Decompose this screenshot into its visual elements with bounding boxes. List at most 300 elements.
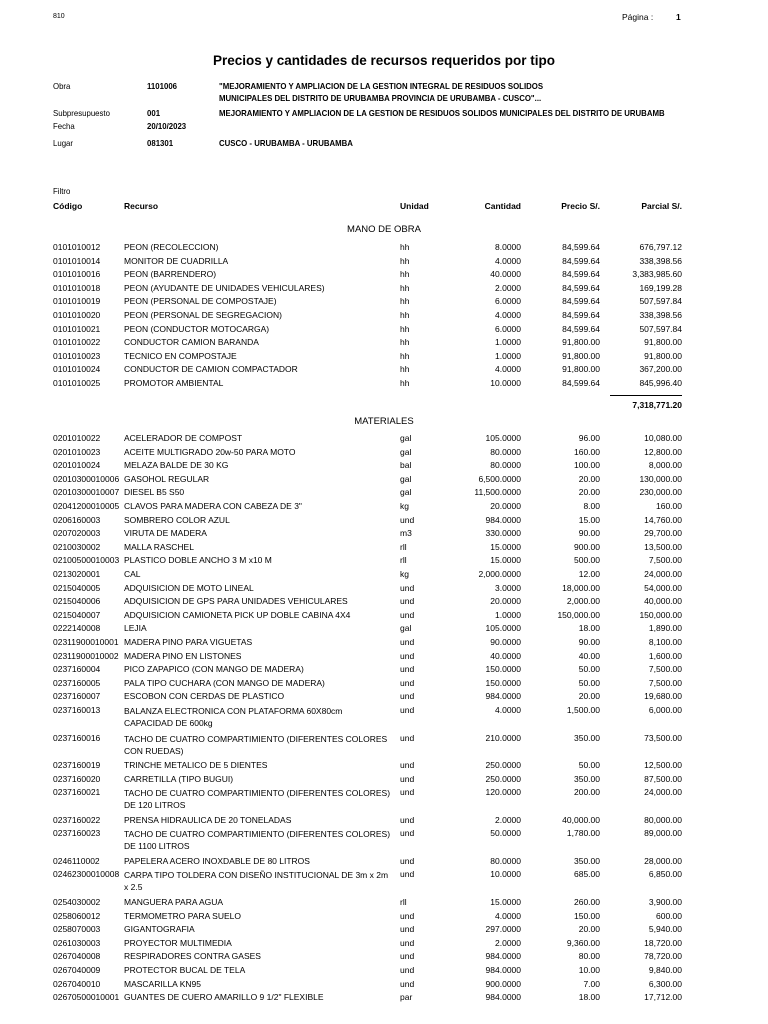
cell-quantity: 210.0000 xyxy=(485,732,521,743)
cell-unit: gal xyxy=(400,433,412,443)
cell-resource: PEON (AYUDANTE DE UNIDADES VEHICULARES) xyxy=(124,282,325,293)
cell-quantity: 984.0000 xyxy=(485,964,521,975)
cell-resource: PEON (BARRENDERO) xyxy=(124,269,217,280)
cell-code: 0215040006 xyxy=(53,596,101,607)
cell-partial: 24,000.00 xyxy=(644,569,682,579)
cell-resource: CONDUCTOR DE CAMION COMPACTADOR xyxy=(124,364,298,375)
cell-code: 0215040005 xyxy=(53,582,101,593)
cell-unit: und xyxy=(400,978,415,989)
cell-partial: 1,600.00 xyxy=(648,650,682,661)
cell-price: 900.00 xyxy=(574,541,600,552)
cell-code: 0254030002 xyxy=(53,896,101,907)
cell-partial: 91,800.00 xyxy=(644,337,682,348)
cell-partial: 78,720.00 xyxy=(644,951,682,962)
cell-partial: 54,000.00 xyxy=(644,582,682,593)
cell-quantity: 4.0000 xyxy=(495,364,521,375)
cell-partial: 80,000.00 xyxy=(644,814,682,825)
cell-unit: hh xyxy=(400,255,410,266)
cell-quantity: 900.0000 xyxy=(485,978,521,989)
cell-partial: 13,500.00 xyxy=(644,541,682,552)
cell-resource: CAL xyxy=(124,569,141,579)
cell-unit: und xyxy=(400,637,415,647)
table-row xyxy=(0,296,768,310)
table-row xyxy=(0,828,768,852)
obra-code: 1101006 xyxy=(147,81,178,91)
cell-partial: 130,000.00 xyxy=(639,473,682,484)
cell-unit: gal xyxy=(400,623,412,634)
cell-partial: 91,800.00 xyxy=(644,350,682,361)
cell-code: 0237160022 xyxy=(53,814,101,825)
table-row xyxy=(0,242,768,256)
cell-unit: kg xyxy=(400,501,409,511)
cell-code: 0246110002 xyxy=(53,855,100,866)
cell-resource: PROMOTOR AMBIENTAL xyxy=(124,378,224,388)
cell-partial: 28,000.00 xyxy=(644,855,682,866)
cell-quantity: 80.0000 xyxy=(490,460,521,471)
subpresupuesto-code: 001 xyxy=(147,108,161,118)
cell-quantity: 105.0000 xyxy=(485,433,521,443)
cell-code: 0237160013 xyxy=(53,705,101,715)
cell-partial: 169,199.28 xyxy=(639,282,682,293)
cell-resource: PROTECTOR BUCAL DE TELA xyxy=(124,964,246,975)
cell-resource: CONDUCTOR CAMION BARANDA xyxy=(124,337,259,348)
cell-code: 0213020001 xyxy=(53,569,101,579)
cell-partial: 14,760.00 xyxy=(644,514,682,525)
cell-quantity: 3.0000 xyxy=(495,582,521,593)
table-row xyxy=(0,924,768,938)
cell-quantity: 1.0000 xyxy=(495,337,521,348)
col-resource: Recurso xyxy=(124,201,159,211)
table-row xyxy=(0,283,768,297)
cell-code: 0101010019 xyxy=(53,296,101,307)
cell-partial: 230,000.00 xyxy=(639,487,682,498)
table-row xyxy=(0,310,768,324)
cell-code: 02670500010001 xyxy=(53,992,120,1003)
cell-price: 350.00 xyxy=(574,773,600,784)
cell-code: 02311900010001 xyxy=(53,637,119,647)
cell-unit: und xyxy=(400,677,415,688)
lugar-code: 081301 xyxy=(147,138,174,148)
cell-code: 0101010021 xyxy=(53,323,101,334)
cell-unit: und xyxy=(400,705,415,715)
cell-resource: TACHO DE CUATRO COMPARTIMIENTO (DIFERENTES COLORES) DE 120 LITROS xyxy=(124,788,391,811)
cell-code: 0101010024 xyxy=(53,364,101,375)
cell-resource: TACHO DE CUATRO COMPARTIMIENTO (DIFERENTES COLORES CON RUEDAS) xyxy=(124,733,388,756)
cell-price: 350.00 xyxy=(574,855,600,866)
cell-unit: und xyxy=(400,951,415,962)
table-row xyxy=(0,760,768,774)
cell-unit: rll xyxy=(400,896,407,907)
cell-unit: und xyxy=(400,814,415,825)
table-row xyxy=(0,596,768,610)
cell-code: 0101010018 xyxy=(53,282,101,293)
cell-unit: und xyxy=(400,596,415,607)
cell-quantity: 150.0000 xyxy=(485,677,521,688)
cell-resource: PEON (CONDUCTOR MOTOCARGA) xyxy=(124,323,270,334)
cell-unit: und xyxy=(400,773,415,784)
table-row xyxy=(0,938,768,952)
table-row xyxy=(0,447,768,461)
cell-price: 84,599.64 xyxy=(562,242,600,252)
obra-name-line-1: "MEJORAMIENTO Y AMPLIACION DE LA GESTION INTEGRAL DE RESIDUOS SOLIDOS xyxy=(219,81,544,91)
cell-partial: 7,500.00 xyxy=(648,664,682,675)
table-row xyxy=(0,378,768,392)
cell-code: 0101010012 xyxy=(53,242,101,252)
cell-price: 40.00 xyxy=(578,650,600,661)
cell-price: 9,360.00 xyxy=(566,937,600,948)
cell-quantity: 2.0000 xyxy=(495,814,521,825)
cell-price: 80.00 xyxy=(578,951,600,962)
cell-unit: gal xyxy=(400,446,412,457)
table-row xyxy=(0,815,768,829)
cell-resource: ADQUISICION DE MOTO LINEAL xyxy=(124,582,254,593)
cell-quantity: 15.0000 xyxy=(490,896,521,907)
cell-price: 90.00 xyxy=(578,637,600,647)
table-row xyxy=(0,979,768,993)
cell-code: 0267040010 xyxy=(53,978,101,989)
cell-unit: und xyxy=(400,609,415,620)
cell-quantity: 40.0000 xyxy=(490,269,521,280)
cell-unit: hh xyxy=(400,282,410,293)
table-row xyxy=(0,637,768,651)
cell-price: 84,599.64 xyxy=(562,296,600,307)
subpresupuesto-name: MEJORAMIENTO Y AMPLIACION DE LA GESTION DE RESIDUOS SOLIDOS MUNICIPALES DEL DISTRITO DE URUBAMB xyxy=(219,108,665,118)
cell-partial: 338,398.56 xyxy=(639,310,682,320)
cell-code: 0215040007 xyxy=(53,609,101,620)
table-row xyxy=(0,324,768,338)
cell-resource: SOMBRERO COLOR AZUL xyxy=(124,514,230,525)
cell-unit: und xyxy=(400,910,415,921)
cell-partial: 6,000.00 xyxy=(648,705,682,715)
cell-unit: und xyxy=(400,937,415,948)
cell-price: 84,599.64 xyxy=(562,323,600,334)
cell-partial: 338,398.56 xyxy=(639,255,682,266)
cell-partial: 507,597.84 xyxy=(639,323,682,334)
table-header xyxy=(0,201,768,215)
cell-price: 40,000.00 xyxy=(562,814,600,825)
cell-code: 0237160021 xyxy=(53,787,101,798)
cell-price: 10.00 xyxy=(578,964,600,975)
cell-partial: 3,383,985.60 xyxy=(632,269,682,280)
cell-unit: und xyxy=(400,691,415,702)
table-row xyxy=(0,583,768,597)
cell-quantity: 6,500.0000 xyxy=(478,473,521,484)
cell-resource: ACELERADOR DE COMPOST xyxy=(124,433,243,443)
cell-price: 150,000.00 xyxy=(557,609,600,620)
obra-label: Obra xyxy=(53,81,71,91)
cell-code: 0267040009 xyxy=(53,964,101,975)
cell-code: 0201010024 xyxy=(53,460,101,471)
cell-resource: BALANZA ELECTRONICA CON PLATAFORMA 60X80cm CAPACIDAD DE 600kg xyxy=(124,706,343,728)
cell-unit: und xyxy=(400,787,415,798)
cell-partial: 18,720.00 xyxy=(644,937,682,948)
col-partial: Parcial S/. xyxy=(641,201,682,211)
table-row xyxy=(0,651,768,665)
table-row xyxy=(0,460,768,474)
cell-unit: und xyxy=(400,855,415,866)
cell-partial: 5,940.00 xyxy=(648,924,682,935)
cell-partial: 7,500.00 xyxy=(648,677,682,688)
table-row xyxy=(0,528,768,542)
cell-quantity: 4.0000 xyxy=(495,705,521,715)
cell-unit: gal xyxy=(400,487,412,498)
table-row xyxy=(0,555,768,569)
cell-code: 0237160016 xyxy=(53,732,101,743)
cell-resource: PAPELERA ACERO INOXDABLE DE 80 LITROS xyxy=(124,855,310,866)
table-row xyxy=(0,487,768,501)
cell-price: 91,800.00 xyxy=(562,364,600,375)
cell-unit: hh xyxy=(400,350,410,361)
cell-unit: m3 xyxy=(400,528,412,539)
cell-quantity: 120.0000 xyxy=(485,787,521,798)
cell-quantity: 330.0000 xyxy=(485,528,521,539)
cell-price: 18,000.00 xyxy=(562,582,600,593)
cell-code: 02311900010002 xyxy=(53,650,119,661)
col-unit: Unidad xyxy=(400,201,429,211)
cell-resource: CARRETILLA (TIPO BUGUI) xyxy=(124,773,234,784)
cell-code: 0101010023 xyxy=(53,350,101,361)
cell-price: 1,780.00 xyxy=(566,828,600,839)
cell-code: 0101010020 xyxy=(53,310,101,320)
cell-unit: hh xyxy=(400,378,410,388)
cell-price: 50.00 xyxy=(578,760,600,770)
cell-partial: 10,080.00 xyxy=(644,433,682,443)
cell-unit: hh xyxy=(400,296,410,307)
lugar-name: CUSCO - URUBAMBA - URUBAMBA xyxy=(219,138,353,148)
table-row xyxy=(0,911,768,925)
cell-price: 150.00 xyxy=(574,910,600,921)
cell-resource: TERMOMETRO PARA SUELO xyxy=(124,910,241,921)
table-row xyxy=(0,691,768,705)
cell-price: 84,599.64 xyxy=(562,269,600,280)
cell-partial: 1,890.00 xyxy=(648,623,682,634)
cell-quantity: 297.0000 xyxy=(485,924,521,935)
cell-resource: PROYECTOR MULTIMEDIA xyxy=(124,937,232,948)
cell-price: 685.00 xyxy=(574,869,600,880)
cell-partial: 3,900.00 xyxy=(648,896,682,907)
cell-resource: RESPIRADORES CONTRA GASES xyxy=(124,951,261,962)
cell-unit: hh xyxy=(400,364,410,375)
cell-partial: 19,680.00 xyxy=(644,691,682,702)
cell-partial: 150,000.00 xyxy=(639,609,682,620)
cell-partial: 845,996.40 xyxy=(639,378,682,388)
cell-quantity: 1.0000 xyxy=(495,350,521,361)
table-row xyxy=(0,856,768,870)
cell-code: 0101010014 xyxy=(53,255,101,266)
subpresupuesto-label: Subpresupuesto xyxy=(53,108,110,118)
table-row xyxy=(0,364,768,378)
cell-quantity: 4.0000 xyxy=(495,910,521,921)
table-row xyxy=(0,678,768,692)
table-row xyxy=(0,951,768,965)
table-row xyxy=(0,732,768,756)
cell-resource: ACEITE MULTIGRADO 20w-50 PARA MOTO xyxy=(124,446,296,457)
cell-partial: 40,000.00 xyxy=(644,596,682,607)
cell-code: 0101010025 xyxy=(53,378,101,388)
col-price: Precio S/. xyxy=(561,201,600,211)
cell-price: 20.00 xyxy=(578,473,600,484)
cell-resource: TACHO DE CUATRO COMPARTIMIENTO (DIFERENTES COLORES) DE 1100 LITROS xyxy=(124,829,391,852)
cell-resource: DIESEL B5 S50 xyxy=(124,487,185,498)
cell-price: 100.00 xyxy=(574,460,600,471)
cell-price: 350.00 xyxy=(574,732,600,743)
cell-unit: und xyxy=(400,514,415,525)
cell-resource: TECNICO EN COMPOSTAJE xyxy=(124,350,237,361)
cell-unit: kg xyxy=(400,569,409,579)
cell-unit: und xyxy=(400,760,415,770)
cell-code: 02010300010007 xyxy=(53,487,120,498)
cell-quantity: 80.0000 xyxy=(490,446,521,457)
cell-unit: hh xyxy=(400,323,410,334)
cell-quantity: 2.0000 xyxy=(495,282,521,293)
cell-code: 0237160004 xyxy=(53,664,101,675)
cell-code: 0206160003 xyxy=(53,514,101,525)
cell-quantity: 20.0000 xyxy=(490,501,521,511)
cell-code: 02100500010003 xyxy=(53,555,120,566)
cell-price: 7.00 xyxy=(583,978,600,989)
cell-price: 260.00 xyxy=(574,896,600,907)
cell-partial: 12,800.00 xyxy=(644,446,682,457)
cell-price: 50.00 xyxy=(578,677,600,688)
cell-quantity: 984.0000 xyxy=(485,951,521,962)
obra-name-line-2: MUNICIPALES DEL DISTRITO DE URUBAMBA PROVINCIA DE URUBAMBA - CUSCO"... xyxy=(219,93,542,103)
cell-partial: 676,797.12 xyxy=(639,242,682,252)
cell-resource: CLAVOS PARA MADERA CON CABEZA DE 3" xyxy=(124,501,302,511)
cell-resource: GIGANTOGRAFIA xyxy=(124,924,195,935)
cell-unit: und xyxy=(400,650,415,661)
cell-price: 90.00 xyxy=(578,528,600,539)
table-row xyxy=(0,501,768,515)
cell-price: 50.00 xyxy=(578,664,600,675)
cell-resource: ESCOBON CON CERDAS DE PLASTICO xyxy=(124,691,285,702)
cell-unit: und xyxy=(400,964,415,975)
cell-price: 91,800.00 xyxy=(562,350,600,361)
cell-quantity: 15.0000 xyxy=(490,555,521,566)
table-row xyxy=(0,542,768,556)
cell-price: 12.00 xyxy=(578,569,600,579)
cell-unit: gal xyxy=(400,473,412,484)
cell-resource: GUANTES DE CUERO AMARILLO 9 1/2" FLEXIBLE xyxy=(124,992,324,1003)
section-title: MATERIALES xyxy=(354,416,414,427)
cell-resource: MELAZA BALDE DE 30 KG xyxy=(124,460,229,471)
cell-partial: 17,712.00 xyxy=(644,992,682,1003)
cell-resource: MADERA PINO PARA VIGUETAS xyxy=(124,637,253,647)
cell-code: 0237160005 xyxy=(53,677,101,688)
cell-quantity: 90.0000 xyxy=(490,637,521,647)
cell-unit: und xyxy=(400,664,415,675)
cell-code: 0258060012 xyxy=(53,910,101,921)
page-number: 1 xyxy=(676,12,681,22)
cell-partial: 89,000.00 xyxy=(644,828,682,839)
cell-unit: und xyxy=(400,924,415,935)
cell-unit: rll xyxy=(400,555,407,566)
cell-quantity: 250.0000 xyxy=(485,773,521,784)
cell-price: 20.00 xyxy=(578,487,600,498)
cell-unit: und xyxy=(400,828,415,839)
lugar-label: Lugar xyxy=(53,138,74,148)
cell-quantity: 4.0000 xyxy=(495,310,521,320)
cell-partial: 8,100.00 xyxy=(648,637,682,647)
cell-resource: MONITOR DE CUADRILLA xyxy=(124,255,229,266)
cell-resource: MANGUERA PARA AGUA xyxy=(124,896,224,907)
cell-resource: PRENSA HIDRAULICA DE 20 TONELADAS xyxy=(124,814,292,825)
cell-price: 160.00 xyxy=(574,446,600,457)
cell-code: 0101010022 xyxy=(53,337,101,348)
table-row xyxy=(0,774,768,788)
cell-price: 18.00 xyxy=(578,623,600,634)
table-row xyxy=(0,965,768,979)
cell-quantity: 984.0000 xyxy=(485,992,521,1003)
cell-unit: und xyxy=(400,869,415,880)
filter-label: Filtro xyxy=(53,186,71,196)
cell-quantity: 8.0000 xyxy=(495,242,521,252)
cell-price: 8.00 xyxy=(583,501,600,511)
cell-unit: und xyxy=(400,582,415,593)
cell-quantity: 150.0000 xyxy=(485,664,521,675)
cell-price: 91,800.00 xyxy=(562,337,600,348)
table-row xyxy=(0,664,768,678)
cell-price: 200.00 xyxy=(574,787,600,798)
cell-partial: 24,000.00 xyxy=(644,787,682,798)
table-row xyxy=(0,787,768,811)
cell-price: 20.00 xyxy=(578,691,600,702)
cell-price: 96.00 xyxy=(578,433,600,443)
cell-quantity: 11,500.0000 xyxy=(474,487,521,498)
cell-quantity: 20.0000 xyxy=(490,596,521,607)
cell-resource: PLASTICO DOBLE ANCHO 3 M x10 M xyxy=(124,555,272,566)
cell-quantity: 105.0000 xyxy=(485,623,521,634)
page-label: Página : xyxy=(622,12,654,22)
cell-price: 500.00 xyxy=(574,555,600,566)
cell-resource: PICO ZAPAPICO (CON MANGO DE MADERA) xyxy=(124,664,304,675)
table-row xyxy=(0,623,768,637)
cell-unit: und xyxy=(400,732,415,743)
cell-partial: 87,500.00 xyxy=(644,773,682,784)
cell-resource: MALLA RASCHEL xyxy=(124,541,194,552)
cell-price: 84,599.64 xyxy=(562,255,600,266)
cell-partial: 6,300.00 xyxy=(648,978,682,989)
section-total: 7,318,771.20 xyxy=(632,400,682,410)
table-row xyxy=(0,992,768,1006)
table-row xyxy=(0,897,768,911)
col-code: Código xyxy=(53,201,83,211)
cell-code: 0201010022 xyxy=(53,433,101,443)
cell-partial: 367,200.00 xyxy=(639,364,682,375)
cell-quantity: 984.0000 xyxy=(485,514,521,525)
cell-code: 0237160023 xyxy=(53,828,101,839)
table-row xyxy=(0,351,768,365)
cell-code: 0237160020 xyxy=(53,773,101,784)
cell-code: 0261030003 xyxy=(53,937,101,948)
cell-quantity: 1.0000 xyxy=(495,609,521,620)
cell-quantity: 50.0000 xyxy=(490,828,521,839)
table-row xyxy=(0,256,768,270)
cell-price: 84,599.64 xyxy=(562,282,600,293)
cell-unit: par xyxy=(400,992,413,1003)
table-row xyxy=(0,569,768,583)
cell-unit: hh xyxy=(400,242,410,252)
cell-code: 0201010023 xyxy=(53,446,101,457)
cell-resource: LEJIA xyxy=(124,623,147,634)
cell-code: 0207020003 xyxy=(53,528,101,539)
cell-unit: hh xyxy=(400,269,410,280)
fecha-value: 20/10/2023 xyxy=(147,121,187,131)
cell-partial: 600.00 xyxy=(656,910,682,921)
cell-code: 02462300010008 xyxy=(53,869,120,880)
report-title: Precios y cantidades de recursos requeridos por tipo xyxy=(212,53,556,68)
cell-unit: rll xyxy=(400,541,407,552)
cell-partial: 9,840.00 xyxy=(648,964,682,975)
